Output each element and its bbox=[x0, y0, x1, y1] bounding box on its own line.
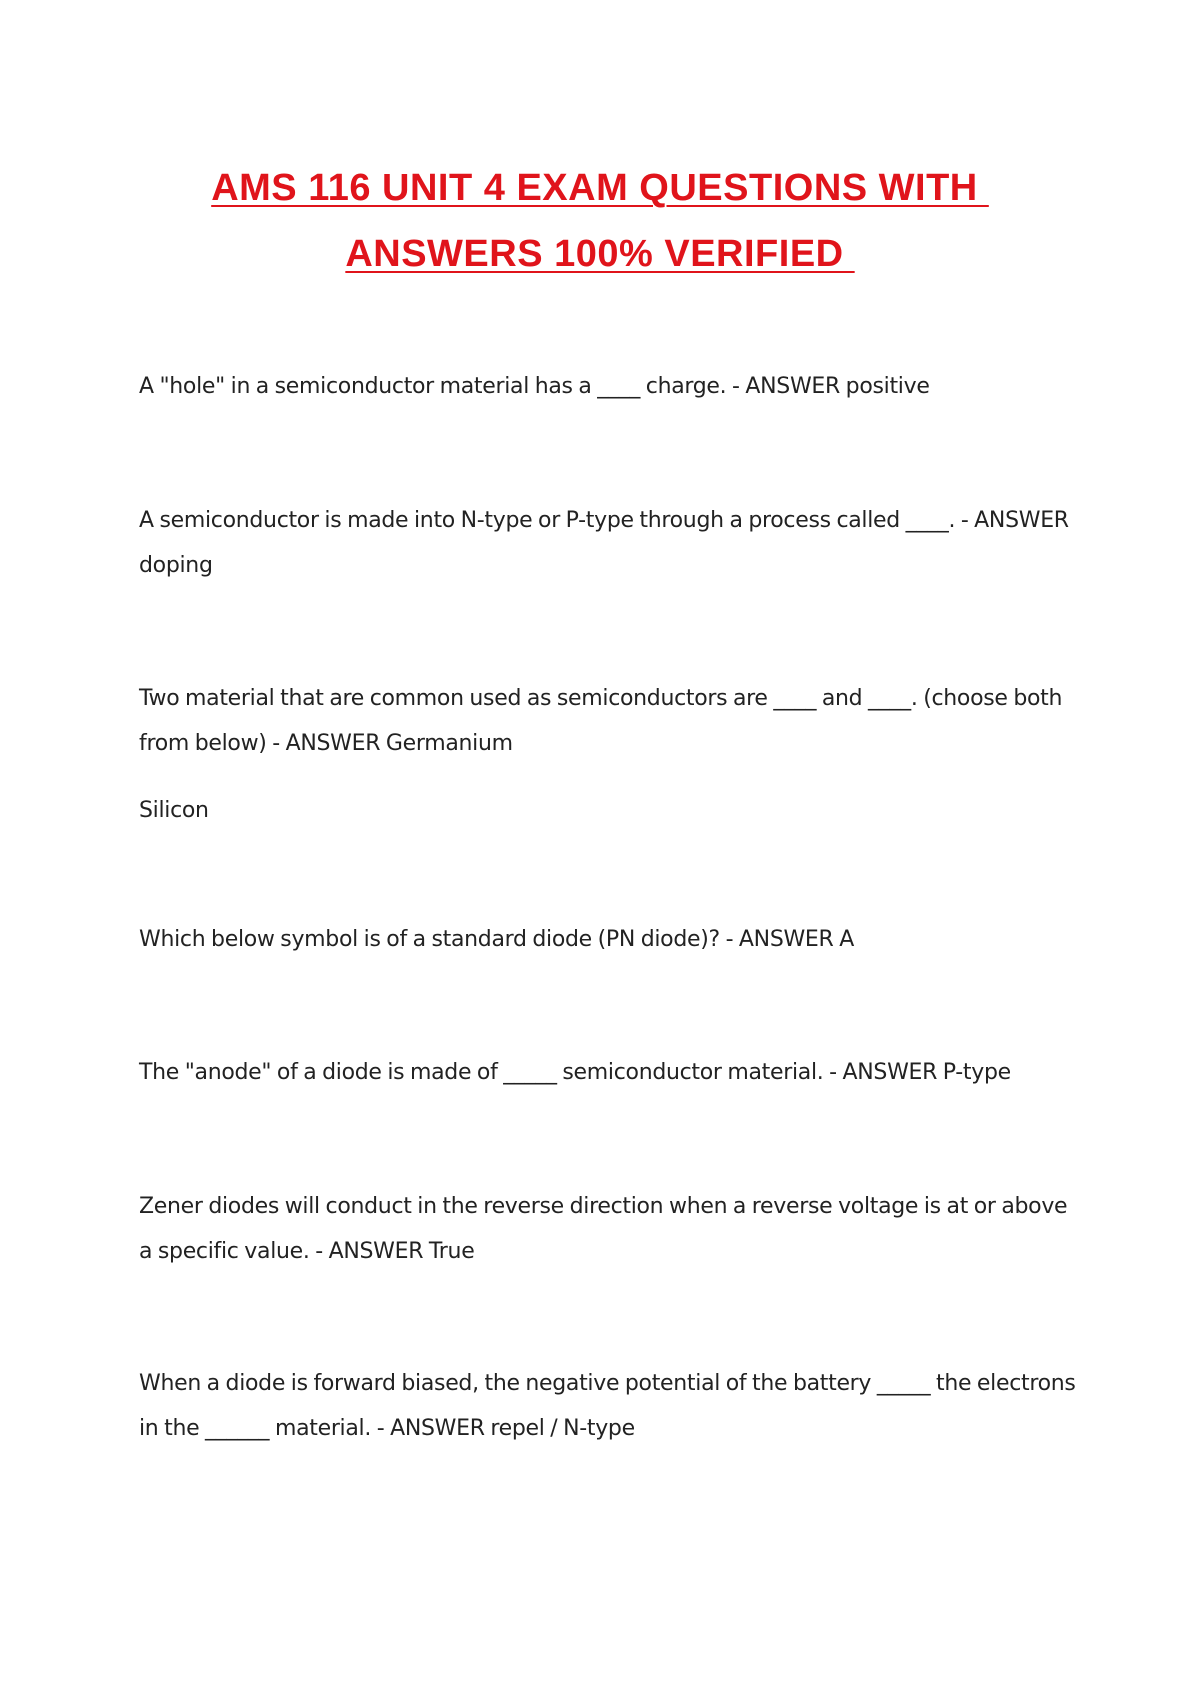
qa-item-6 bbox=[139, 1184, 1079, 1274]
qa-text: When a diode is forward biased, the negative potential of the battery _____ the electrons in the ______ material. - ANSWER repel / N-type bbox=[139, 1371, 1076, 1441]
qa-item-4 bbox=[139, 917, 1079, 962]
qa-text: A semiconductor is made into N-type or P-type through a process called ____. - ANSWER doping bbox=[139, 508, 1069, 578]
qa-text: A "hole" in a semiconductor material has a ____ charge. - ANSWER positive bbox=[139, 374, 930, 399]
qa-item-2 bbox=[139, 498, 1079, 588]
qa-item-7 bbox=[139, 1361, 1079, 1451]
qa-extra-answer: Silicon bbox=[139, 798, 209, 823]
title-line-1: AMS 116 UNIT 4 EXAM QUESTIONS WITH bbox=[211, 167, 989, 209]
qa-text: Which below symbol is of a standard diode (PN diode)? - ANSWER A bbox=[139, 927, 854, 952]
title-line-2: ANSWERS 100% VERIFIED bbox=[345, 233, 855, 275]
qa-text: Zener diodes will conduct in the reverse direction when a reverse voltage is at or above a specific value. - ANSWER True bbox=[139, 1194, 1068, 1264]
document-title bbox=[0, 155, 1200, 287]
qa-item-5 bbox=[139, 1050, 1079, 1095]
qa-text: The "anode" of a diode is made of _____ semiconductor material. - ANSWER P-type bbox=[139, 1060, 1011, 1085]
qa-text: Two material that are common used as semiconductors are ____ and ____. (choose both from below) - ANSWER Germanium bbox=[139, 686, 1063, 756]
qa-item-1 bbox=[139, 364, 1079, 409]
qa-item-3 bbox=[139, 676, 1079, 833]
